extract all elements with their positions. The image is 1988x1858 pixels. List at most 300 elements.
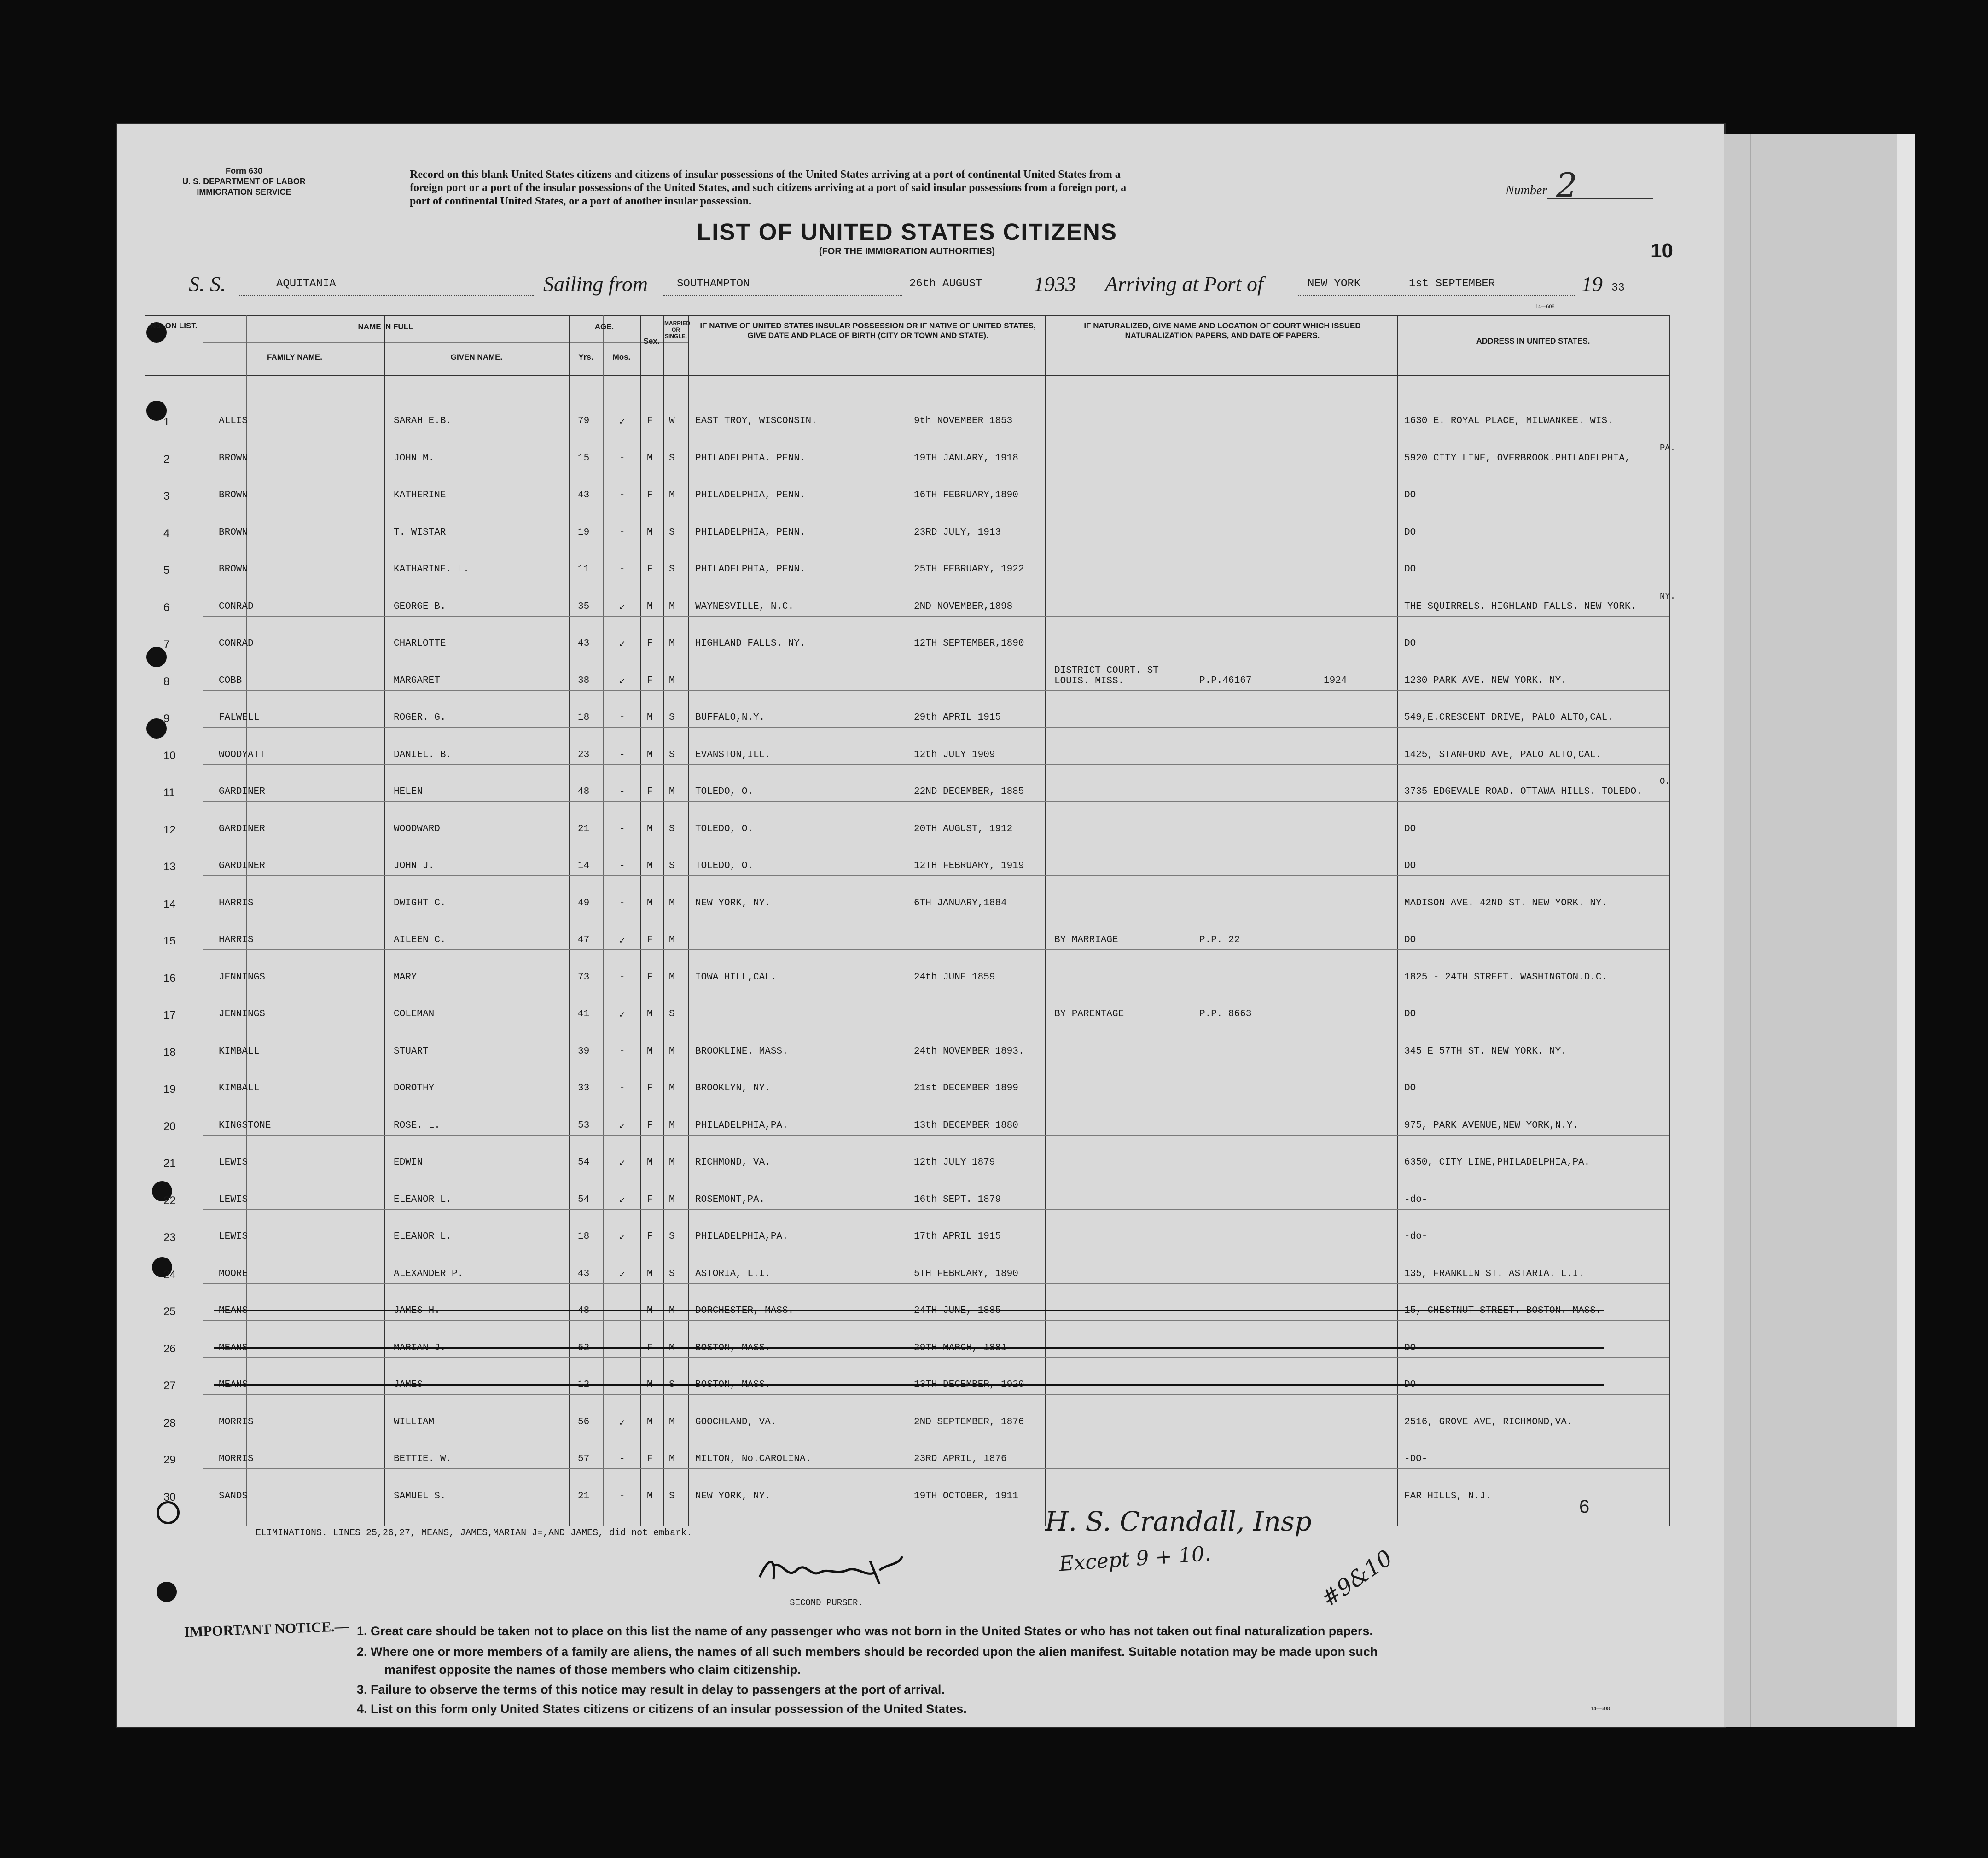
address: -do- <box>1404 1194 1428 1205</box>
marital-status: S <box>669 749 675 760</box>
address: 1230 PARK AVE. NEW YORK. NY. <box>1404 675 1567 686</box>
row-number: 18 <box>163 1046 176 1059</box>
sailing-label: Sailing from <box>543 272 648 296</box>
arrival-date: 1st SEPTEMBER <box>1409 278 1495 290</box>
address: 1825 - 24TH STREET. WASHINGTON.D.C. <box>1404 972 1608 983</box>
address: MADISON AVE. 42ND ST. NEW YORK. NY. <box>1404 897 1608 909</box>
sex: M <box>647 1305 653 1316</box>
arrival-year-suffix: 33 <box>1611 282 1625 294</box>
family-name: LEWIS <box>219 1157 248 1168</box>
birth-date: 12TH FEBRUARY, 1919 <box>914 861 1024 871</box>
service-name: IMMIGRATION SERVICE <box>197 187 291 197</box>
page-number: 10 <box>1651 239 1673 262</box>
age-months: ✓ <box>619 1418 625 1429</box>
birth-date: 5TH FEBRUARY, 1890 <box>914 1268 1018 1279</box>
marital-status: M <box>669 490 675 501</box>
family-name: JENNINGS <box>219 1009 265 1019</box>
row-number: 15 <box>163 935 176 947</box>
sex-header: Sex. <box>643 337 660 345</box>
instruction-line: port of continental United States, or a port of another insular possession. <box>410 195 752 207</box>
age-months: - <box>619 1083 625 1094</box>
page-fold <box>1750 134 1751 1727</box>
sex: F <box>647 416 653 426</box>
birth-place: PHILADELPHIA. PENN. <box>695 453 806 464</box>
family-name: MORRIS <box>219 1454 254 1464</box>
table-row <box>145 750 1669 764</box>
family-name: CONRAD <box>219 638 254 649</box>
row-number: 28 <box>163 1416 176 1429</box>
table-row <box>145 1343 1669 1357</box>
age-years: 19 <box>578 527 590 538</box>
age-years: 38 <box>578 675 590 686</box>
row-number: 3 <box>163 490 170 502</box>
age-years: 23 <box>578 749 590 760</box>
given-name: JOHN M. <box>394 453 435 464</box>
age-months: - <box>619 527 625 538</box>
marital-status: S <box>669 527 675 538</box>
row-number: 7 <box>163 638 170 651</box>
list-number: 2 <box>1556 166 1577 204</box>
birth-date: 24TH JUNE, 1885 <box>914 1305 1001 1316</box>
table-row <box>145 443 1676 468</box>
address: DO <box>1404 1009 1416 1019</box>
inspector-signature: H. S. Crandall, Insp <box>1045 1506 1312 1537</box>
row-number: 11 <box>163 786 175 799</box>
printer-code: 14—608 <box>1535 304 1555 309</box>
given-name: ROSE. L. <box>394 1120 440 1131</box>
notice-item: 3. Failure to observe the terms of this notice may result in delay to passengers at the port of arrival. <box>357 1683 945 1696</box>
marital-status: M <box>669 786 675 797</box>
row-number: 24 <box>163 1268 176 1281</box>
age-months: - <box>619 1305 625 1316</box>
age-months: ✓ <box>619 1010 625 1021</box>
age-months: - <box>619 1380 625 1390</box>
given-name: GEORGE B. <box>394 601 446 612</box>
given-name: JAMES H. <box>394 1305 440 1316</box>
birth-place: WAYNESVILLE, N.C. <box>695 601 794 612</box>
row-number: 25 <box>163 1305 176 1318</box>
given-name: JOHN J. <box>394 861 435 871</box>
marital-status: M <box>669 935 675 945</box>
given-name: COLEMAN <box>394 1009 435 1019</box>
row-number: 20 <box>163 1120 176 1133</box>
age-months: ✓ <box>619 676 625 687</box>
table-row <box>145 776 1670 801</box>
given-name: DOROTHY <box>394 1083 435 1094</box>
family-name: FALWELL <box>219 712 260 723</box>
birth-date: 13th DECEMBER 1880 <box>914 1120 1018 1131</box>
marital-status: M <box>669 1083 675 1094</box>
number-label: Number <box>1506 183 1547 198</box>
birth-date: 12th JULY 1909 <box>914 749 995 760</box>
age-years: 21 <box>578 1491 590 1502</box>
sex: F <box>647 564 653 575</box>
age-years: 43 <box>578 1268 590 1279</box>
marital-status: M <box>669 1120 675 1131</box>
age-months: - <box>619 749 625 760</box>
birth-place: BROOKLINE. MASS. <box>695 1046 788 1057</box>
marital-status: S <box>669 1268 675 1279</box>
sailing-date: 26th AUGUST <box>909 278 982 290</box>
birth-place: IOWA HILL,CAL. <box>695 972 777 983</box>
given-name: SARAH E.B. <box>394 416 452 426</box>
family-name: HARRIS <box>219 897 254 909</box>
arriving-label: Arriving at Port of <box>1105 272 1263 296</box>
naturalized-header: IF NATURALIZED, GIVE NAME AND LOCATION OF COURT WHICH ISSUED NATURALIZATION PAPERS, AND DATE OF PAPERS. <box>1084 321 1361 340</box>
address: 135, FRANKLIN ST. ASTARIA. L.I. <box>1404 1268 1584 1279</box>
birth-place: PHILADELPHIA, PENN. <box>695 564 806 575</box>
table-row <box>145 1194 1669 1209</box>
given-name: KATHERINE <box>394 490 446 501</box>
age-years: 48 <box>578 786 590 797</box>
age-years: 18 <box>578 1231 590 1242</box>
family-name: HARRIS <box>219 935 254 945</box>
binder-hole <box>157 1582 177 1602</box>
age-months: - <box>619 1454 625 1464</box>
address: DO <box>1404 1380 1416 1390</box>
address: DO <box>1404 490 1416 501</box>
row-divider <box>203 1209 1669 1210</box>
sex: M <box>647 1009 653 1019</box>
age-years: 49 <box>578 897 590 909</box>
table-row <box>145 564 1669 579</box>
birth-place: PHILADELPHIA,PA. <box>695 1120 788 1131</box>
address: DO <box>1404 564 1416 575</box>
sex: F <box>647 935 653 945</box>
given-name: T. WISTAR <box>394 527 446 538</box>
row-number: 5 <box>163 564 170 577</box>
ship-name: AQUITANIA <box>276 278 336 290</box>
family-name: LEWIS <box>219 1194 248 1205</box>
sex: M <box>647 712 653 723</box>
age-months: ✓ <box>619 1270 625 1281</box>
age-months: ✓ <box>619 1233 625 1243</box>
row-divider <box>203 1357 1669 1358</box>
family-name: BROWN <box>219 490 248 501</box>
table-row <box>145 1009 1669 1024</box>
row-divider <box>203 727 1669 728</box>
birth-date: 29th APRIL 1915 <box>914 712 1001 723</box>
row-divider <box>203 949 1669 950</box>
row-number: 8 <box>163 675 170 688</box>
sex: M <box>647 527 653 538</box>
row-divider <box>203 1320 1669 1321</box>
age-years: 47 <box>578 935 590 945</box>
age-years: 35 <box>578 601 590 612</box>
sex: F <box>647 1231 653 1242</box>
table-row <box>145 1120 1669 1135</box>
address: -do- <box>1404 1231 1428 1242</box>
age-months: ✓ <box>619 1159 625 1169</box>
birth-place: RICHMOND, VA. <box>695 1157 771 1168</box>
birth-place: BUFFALO,N.Y. <box>695 712 765 723</box>
age-months: - <box>619 861 625 871</box>
marital-status: S <box>669 564 675 575</box>
age-years: 57 <box>578 1454 590 1464</box>
given-name: EDWIN <box>394 1157 423 1168</box>
marital-status: S <box>669 712 675 723</box>
age-months: ✓ <box>619 602 625 613</box>
row-number: 6 <box>163 601 170 614</box>
birth-date: 24th JUNE 1859 <box>914 972 995 983</box>
birth-date: 17th APRIL 1915 <box>914 1231 1001 1242</box>
marital-status: S <box>669 823 675 834</box>
age-months: - <box>619 564 625 575</box>
marital-status: M <box>669 675 675 686</box>
family-name: BROWN <box>219 564 248 575</box>
table-row <box>145 1269 1669 1283</box>
birth-place: TOLEDO, O. <box>695 786 754 797</box>
inspector-annotation <box>1041 1506 1524 1625</box>
table-row <box>145 638 1669 653</box>
family-name: KIMBALL <box>219 1046 260 1057</box>
record-instructions <box>410 168 1441 208</box>
row-number: 1 <box>163 416 170 428</box>
birth-place: PHILADELPHIA, PENN. <box>695 527 806 538</box>
marital-status: S <box>669 1491 675 1502</box>
address: DO <box>1404 1083 1416 1094</box>
table-row <box>145 1083 1669 1098</box>
sex: M <box>647 601 653 612</box>
sex: M <box>647 1268 653 1279</box>
age-months: - <box>619 1046 625 1057</box>
footer-code: 14—608 <box>1591 1706 1610 1712</box>
birth-place: ROSEMONT,PA. <box>695 1194 765 1205</box>
row-number: 12 <box>163 823 176 836</box>
page-title: LIST OF UNITED STATES CITIZENS <box>697 219 1117 245</box>
age-months: ✓ <box>619 640 625 650</box>
birth-place: DORCHESTER, MASS. <box>695 1305 794 1316</box>
manifest-table <box>145 315 1676 1526</box>
age-years: 73 <box>578 972 590 983</box>
age-years: 18 <box>578 712 590 723</box>
birth-place: NEW YORK, NY. <box>695 897 771 909</box>
sex: F <box>647 1194 653 1205</box>
row-divider <box>203 1468 1669 1469</box>
given-name: AILEEN C. <box>394 935 446 945</box>
table-row <box>145 1157 1669 1172</box>
birth-date: 16TH FEBRUARY,1890 <box>914 490 1018 501</box>
birth-date: 22ND DECEMBER, 1885 <box>914 786 1024 797</box>
notice-heading: IMPORTANT NOTICE.— <box>184 1618 349 1640</box>
given-name: BETTIE. W. <box>394 1454 452 1464</box>
age-months: - <box>619 490 625 501</box>
table-row <box>145 824 1669 839</box>
sex: M <box>647 861 653 871</box>
birth-place: MILTON, No.CAROLINA. <box>695 1454 812 1464</box>
naturalization-court: BY MARRIAGE <box>1054 935 1118 945</box>
given-name: DWIGHT C. <box>394 897 446 909</box>
instruction-line: Record on this blank United States citizens and citizens of insular possessions of the United States arriving at a port of continental United States from a <box>410 169 1121 181</box>
table-row <box>145 935 1669 949</box>
address: 2516, GROVE AVE, RICHMOND,VA. <box>1404 1416 1573 1427</box>
family-name: SANDS <box>219 1491 248 1502</box>
given-name: WOODWARD <box>394 823 440 834</box>
adjacent-page <box>1724 134 1915 1727</box>
sex: M <box>647 453 653 464</box>
marital-status: M <box>669 1305 675 1316</box>
sex: F <box>647 1342 653 1353</box>
birth-place: TOLEDO, O. <box>695 861 754 871</box>
row-number: 22 <box>163 1194 176 1207</box>
sex: F <box>647 1083 653 1094</box>
sex: M <box>647 1491 653 1502</box>
table-row <box>145 712 1669 727</box>
row-number: 10 <box>163 749 176 762</box>
birth-place: BROOKLYN, NY. <box>695 1083 771 1094</box>
row-number: 17 <box>163 1009 176 1021</box>
age-years: 79 <box>578 416 590 426</box>
family-name: KINGSTONE <box>219 1120 271 1131</box>
sex: M <box>647 1380 653 1390</box>
family-name: LEWIS <box>219 1231 248 1242</box>
birth-date: 24th NOVEMBER 1893. <box>914 1046 1024 1057</box>
table-row <box>145 898 1669 913</box>
marital-status: S <box>669 1380 675 1390</box>
marital-status: M <box>669 638 675 649</box>
given-name: KATHARINE. L. <box>394 564 469 575</box>
sex: F <box>647 972 653 983</box>
birth-place: HIGHLAND FALLS. NY. <box>695 638 806 649</box>
address: DO <box>1404 935 1416 945</box>
row-divider <box>203 1394 1669 1395</box>
birth-place: ASTORIA, L.I. <box>695 1268 771 1279</box>
table-row <box>145 1231 1669 1246</box>
row-divider <box>203 875 1669 876</box>
birth-date: 6TH JANUARY,1884 <box>914 897 1007 909</box>
birth-date: 23RD JULY, 1913 <box>914 527 1001 538</box>
no-on-list-header: No. ON LIST. <box>150 321 198 330</box>
family-name: BROWN <box>219 453 248 464</box>
row-divider <box>203 616 1669 617</box>
age-months: ✓ <box>619 1195 625 1206</box>
birth-header: IF NATIVE OF UNITED STATES INSULAR POSSESSION OR IF NATIVE OF UNITED STATES, GIVE DATE AND PLACE OF BIRTH (CITY OR TOWN AND STATE). <box>700 321 1036 340</box>
age-years: 43 <box>578 638 590 649</box>
age-months: ✓ <box>619 936 625 947</box>
hash-note: #9&10 <box>1316 1545 1397 1612</box>
birth-date: 19TH OCTOBER, 1911 <box>914 1491 1018 1502</box>
row-number: 30 <box>163 1491 176 1503</box>
marital-status: M <box>669 1194 675 1205</box>
table-row <box>145 1305 1669 1320</box>
second-purser-label: SECOND PURSER. <box>790 1598 863 1608</box>
address: 345 E 57TH ST. NEW YORK. NY. <box>1404 1046 1567 1057</box>
row-divider <box>203 801 1669 802</box>
address: 6350, CITY LINE,PHILADELPHIA,PA. <box>1404 1157 1590 1168</box>
marital-status: M <box>669 1416 675 1427</box>
table-row <box>145 1380 1669 1394</box>
sailing-underline <box>663 295 902 296</box>
sex: F <box>647 490 653 501</box>
birth-place: BOSTON, MASS. <box>695 1342 771 1353</box>
marital-status: W <box>669 416 675 426</box>
family-name: MEANS <box>219 1380 248 1390</box>
birth-date: 29TH MARCH, 1881 <box>914 1342 1007 1353</box>
family-name: MORRIS <box>219 1416 254 1427</box>
given-name: ROGER. G. <box>394 712 446 723</box>
address: FAR HILLS, N.J. <box>1404 1491 1492 1502</box>
purser-signature <box>755 1552 907 1589</box>
instruction-line: foreign port or a port of the insular possessions of the United States, and such citizens arriving at a port of said insular possessions from a foreign port, a <box>410 182 1127 194</box>
age-years: 54 <box>578 1194 590 1205</box>
naturalization-paper: P.P. 22 <box>1199 935 1240 945</box>
sex: M <box>647 1157 653 1168</box>
age-months: - <box>619 712 625 723</box>
page-edge <box>1897 134 1915 1727</box>
table-row <box>145 527 1669 542</box>
address: THE SQUIRRELS. HIGHLAND FALLS. NEW YORK. <box>1404 601 1637 612</box>
given-name: STUART <box>394 1046 429 1057</box>
married-single-header: MARRIED OR SINGLE. <box>664 320 690 339</box>
page-subtitle: (FOR THE IMMIGRATION AUTHORITIES) <box>819 246 995 256</box>
given-name: ELEANOR L. <box>394 1194 452 1205</box>
address: DO <box>1404 1342 1416 1353</box>
birth-date: 19TH JANUARY, 1918 <box>914 453 1018 464</box>
family-name: MEANS <box>219 1305 248 1316</box>
table-row <box>145 490 1669 505</box>
age-years: 39 <box>578 1046 590 1057</box>
marital-status: S <box>669 861 675 871</box>
notice-item: 1. Great care should be taken not to place on this list the name of any passenger who was not born in the United States or who has not taken out final naturalization papers. <box>357 1624 1373 1638</box>
row-number: 2 <box>163 453 170 466</box>
naturalization-year: 1924 <box>1324 675 1347 686</box>
birth-place: PHILADELPHIA,PA. <box>695 1231 788 1242</box>
form-number: Form 630 <box>225 166 263 175</box>
row-number: 16 <box>163 972 176 984</box>
given-name: CHARLOTTE <box>394 638 446 649</box>
marital-status: M <box>669 1046 675 1057</box>
marital-status: M <box>669 1454 675 1464</box>
notice-item: 2. Where one or more members of a family are aliens, the names of all such members should be recorded upon the alien manifest. Suitable notation may be made upon such <box>357 1645 1378 1659</box>
months-header: Mos. <box>612 353 631 361</box>
age-months: - <box>619 1491 625 1502</box>
row-number: 27 <box>163 1380 176 1392</box>
family-name: ALLIS <box>219 416 248 426</box>
birth-date: 2ND SEPTEMBER, 1876 <box>914 1416 1024 1427</box>
birth-date: 23RD APRIL, 1876 <box>914 1454 1007 1464</box>
notice-item: 4. List on this form only United States citizens or citizens of an insular possession of the United States. <box>357 1702 967 1716</box>
ship-underline <box>239 295 534 296</box>
birth-place: PHILADELPHIA, PENN. <box>695 490 806 501</box>
sex: M <box>647 1046 653 1057</box>
age-months: - <box>619 786 625 797</box>
years-header: Yrs. <box>578 353 593 361</box>
given-name: ELEANOR L. <box>394 1231 452 1242</box>
address-header: ADDRESS IN UNITED STATES. <box>1476 337 1590 345</box>
birth-date: 13TH DECEMBER, 1920 <box>914 1380 1024 1390</box>
naturalization-paper: P.P.46167 <box>1199 675 1252 686</box>
sex: F <box>647 1120 653 1131</box>
marital-status: M <box>669 972 675 983</box>
age-months: - <box>619 1342 625 1353</box>
birth-date: 12th JULY 1879 <box>914 1157 995 1168</box>
address: 549,E.CRESCENT DRIVE, PALO ALTO,CAL. <box>1404 712 1613 723</box>
age-years: 43 <box>578 490 590 501</box>
family-name: CONRAD <box>219 601 254 612</box>
ss-label: S. S. <box>189 272 226 296</box>
row-divider <box>203 1283 1669 1284</box>
row-number: 23 <box>163 1231 176 1244</box>
sex: F <box>647 675 653 686</box>
age-years: 48 <box>578 1305 590 1316</box>
address: 3735 EDGEVALE ROAD. OTTAWA HILLS. TOLEDO. <box>1404 786 1642 797</box>
family-name: GARDINER <box>219 861 265 871</box>
age-years: 56 <box>578 1416 590 1427</box>
given-name: WILLIAM <box>394 1416 435 1427</box>
notice-item: manifest opposite the names of those members who claim citizenship. <box>384 1663 801 1677</box>
age-months: ✓ <box>619 417 625 428</box>
marital-status: M <box>669 601 675 612</box>
